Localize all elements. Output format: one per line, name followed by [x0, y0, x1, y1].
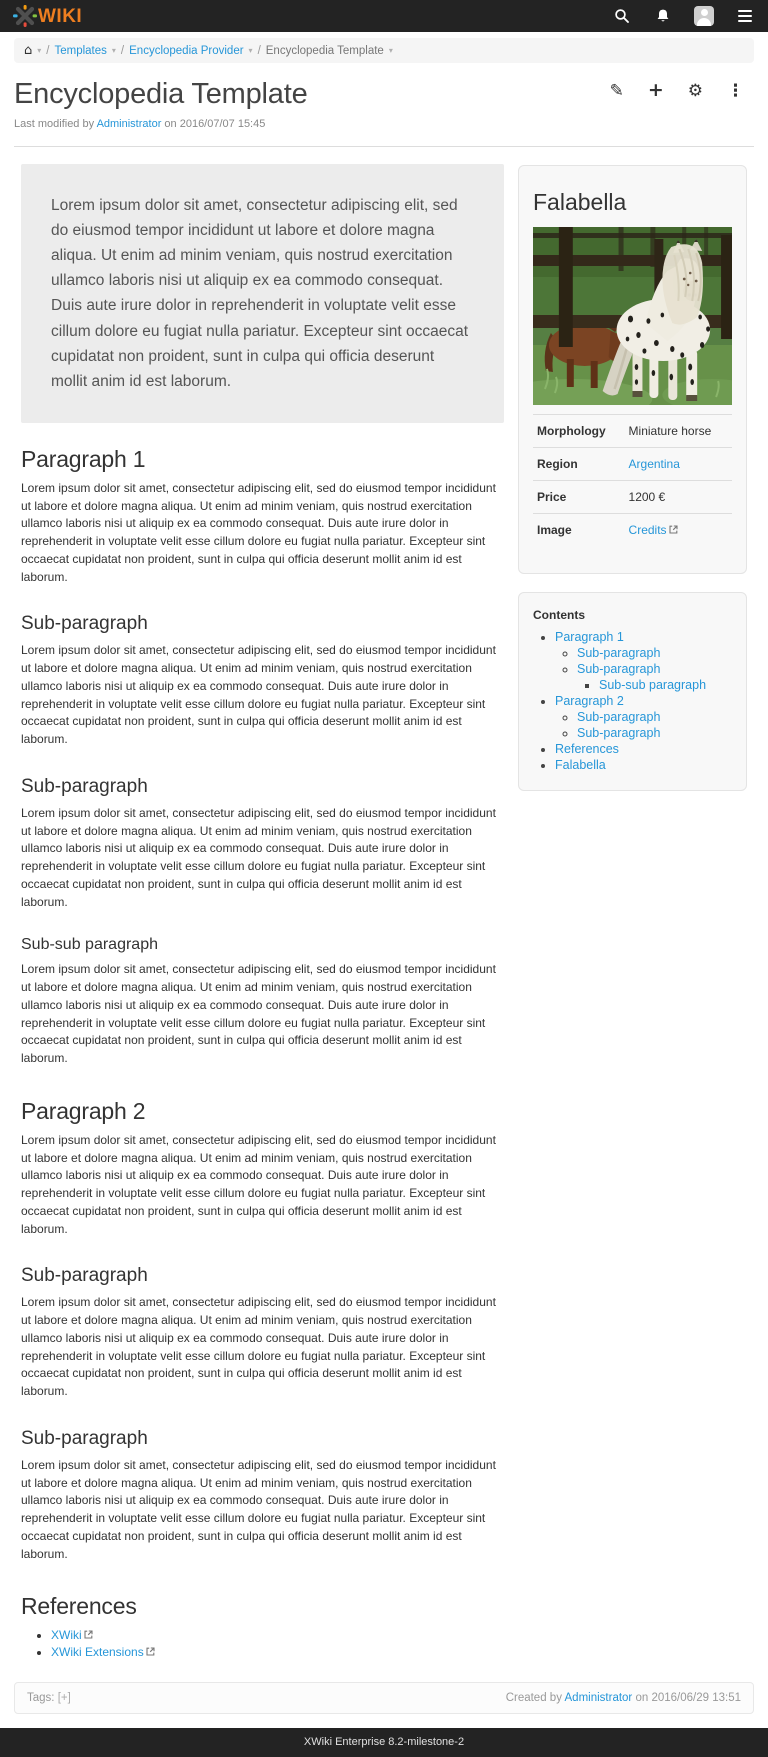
- section-paragraph: Lorem ipsum dolor sit amet, consectetur adipiscing elit, sed do eiusmod tempor incididunt ut labore et dolore magna aliqua. Ut enim ad minim veniam, quis nostrud exercitation ullamco laboris nisi ut aliquip ex ea commodo consequat. Duis aute irure dolor in reprehenderit in voluptate velit esse cillum dolore eu fugiat nulla pariatur. Excepteur sint occaecat cupidatat non proident, sunt in culpa qui officia deserunt mollit anim id est laborum.: [21, 480, 496, 584]
- section-heading: Sub-paragraph: [21, 1265, 148, 1287]
- infobox-row-label: Image: [537, 523, 572, 537]
- document-content: [21, 147, 504, 1662]
- toc-link-references[interactable]: References: [555, 742, 619, 756]
- infobox-row-label: Region: [537, 457, 578, 471]
- list-item: [577, 646, 732, 660]
- section-heading: Sub-paragraph: [21, 1427, 148, 1449]
- toc-link-sub-paragraph[interactable]: Sub-paragraph: [577, 662, 661, 676]
- page-title: Encyclopedia Template: [14, 78, 308, 110]
- list-item: [555, 630, 732, 692]
- references-list: [21, 1628, 504, 1659]
- image-credits-link[interactable]: Credits: [628, 523, 667, 537]
- top-navbar: [0, 0, 768, 32]
- search-icon[interactable]: [612, 6, 632, 26]
- section-heading: Paragraph 2: [21, 1097, 146, 1124]
- section-paragraph: Lorem ipsum dolor sit amet, consectetur adipiscing elit, sed do eiusmod tempor incididunt ut labore et dolore magna aliqua. Ut enim ad minim veniam, quis nostrud exercitation ullamco laboris nisi ut aliquip ex ea commodo consequat. Duis aute irure dolor in reprehenderit in voluptate velit esse cillum dolore eu fugiat nulla pariatur. Excepteur sint occaecat cupidatat non proident, sunt in culpa qui officia deserunt mollit anim id est laborum.: [21, 1132, 496, 1236]
- more-actions-icon[interactable]: ⋮: [727, 81, 744, 101]
- breadcrumb-separator: /: [257, 44, 261, 57]
- infobox-row-value: 1200 €: [628, 490, 666, 504]
- section-paragraph: Lorem ipsum dolor sit amet, consectetur adipiscing elit, sed do eiusmod tempor incididunt ut labore et dolore magna aliqua. Ut enim ad minim veniam, quis nostrud exercitation ullamco laboris nisi ut aliquip ex ea commodo consequat. Duis aute irure dolor in reprehenderit in voluptate velit esse cillum dolore eu fugiat nulla pariatur. Excepteur sint occaecat cupidatat non proident, sunt in culpa qui officia deserunt mollit anim id est laborum.: [21, 1457, 496, 1561]
- chevron-down-icon[interactable]: ▾: [111, 46, 116, 55]
- modified-prefix: Last modified by: [14, 118, 95, 130]
- external-link-icon: [669, 523, 678, 537]
- avatar-body-icon: [697, 18, 711, 26]
- infobox-row-label: Price: [537, 490, 567, 504]
- last-modified-line: [14, 118, 610, 130]
- falabella-horse-photo: [533, 227, 732, 405]
- toc-link-sub-paragraph[interactable]: Sub-paragraph: [577, 726, 661, 740]
- toc-link-sub-paragraph[interactable]: Sub-paragraph: [577, 646, 661, 660]
- app-version-text: XWiki Enterprise 8.2-milestone-2: [303, 1736, 465, 1749]
- add-tag-button[interactable]: [+]: [57, 1692, 71, 1705]
- created-user-link[interactable]: Administrator: [564, 1692, 633, 1705]
- user-avatar[interactable]: [694, 6, 714, 26]
- table-row: [533, 415, 732, 448]
- list-item: [599, 678, 732, 692]
- breadcrumb-separator: /: [120, 44, 125, 57]
- infobox-title: Falabella: [533, 189, 627, 215]
- section-paragraph: Lorem ipsum dolor sit amet, consectetur adipiscing elit, sed do eiusmod tempor incididunt ut labore et dolore magna aliqua. Ut enim ad minim veniam, quis nostrud exercitation ullamco laboris nisi ut aliquip ex ea commodo consequat. Duis aute irure dolor in reprehenderit in voluptate velit esse cillum dolore eu fugiat nulla pariatur. Excepteur sint occaecat cupidatat non proident, sunt in culpa qui officia deserunt mollit anim id est laborum.: [21, 643, 496, 747]
- section-heading: Sub-sub paragraph: [21, 936, 158, 954]
- list-item: [577, 726, 732, 740]
- add-plus-icon[interactable]: +: [647, 79, 664, 101]
- toc-title: Contents: [533, 608, 585, 622]
- created-line: [506, 1692, 741, 1704]
- lead-summary-box: Lorem ipsum dolor sit amet, consectetur adipiscing elit, sed do eiusmod tempor incididunt ut labore et dolore magna aliqua. Ut enim ad minim veniam, quis nostrud exercitation ullamco laboris nisi ut aliquip ex ea commodo consequat. Duis aute irure dolor in reprehenderit in voluptate velit esse cillum dolore eu fugiat nulla pariatur. Excepteur sint occaecat cupidatat non proident, sunt in culpa qui officia deserunt mollit anim id est laborum.: [21, 164, 504, 423]
- notifications-bell-icon[interactable]: [653, 6, 673, 26]
- list-item: [51, 1628, 504, 1642]
- toc-link-sub-paragraph[interactable]: Sub-paragraph: [577, 710, 661, 724]
- toc-link-sub-sub-paragraph[interactable]: Sub-sub paragraph: [599, 678, 707, 692]
- document-footer-bar: [14, 1682, 754, 1714]
- table-of-contents-panel: [518, 592, 747, 791]
- created-suffix: on 2016/06/29 13:51: [635, 1692, 741, 1705]
- xwiki-logo[interactable]: [13, 5, 82, 27]
- breadcrumb-current-page: Encyclopedia Template: [265, 44, 384, 57]
- toc-link-paragraph-1[interactable]: Paragraph 1: [555, 630, 624, 644]
- breadcrumb-link-templates[interactable]: Templates: [54, 44, 107, 57]
- external-link-icon: [84, 1628, 93, 1642]
- tags-label: Tags:: [27, 1692, 55, 1705]
- list-item: [577, 662, 732, 692]
- table-row: [533, 481, 732, 514]
- section-paragraph: Lorem ipsum dolor sit amet, consectetur adipiscing elit, sed do eiusmod tempor incididunt ut labore et dolore magna aliqua. Ut enim ad minim veniam, quis nostrud exercitation ullamco laboris nisi ut aliquip ex ea commodo consequat. Duis aute irure dolor in reprehenderit in voluptate velit esse cillum dolore eu fugiat nulla pariatur. Excepteur sint occaecat cupidatat non proident, sunt in culpa qui officia deserunt mollit anim id est laborum.: [21, 1295, 496, 1399]
- region-link[interactable]: Argentina: [628, 457, 680, 471]
- list-item: [577, 710, 732, 724]
- app-version-bar: [0, 1728, 768, 1757]
- infobox-table: [533, 414, 732, 546]
- modified-user-link[interactable]: Administrator: [96, 118, 162, 130]
- table-row: [533, 514, 732, 547]
- edit-pencil-icon[interactable]: ✎: [609, 81, 624, 101]
- avatar-head-icon: [701, 9, 708, 16]
- chevron-down-icon[interactable]: ▾: [388, 46, 393, 55]
- section-heading: Sub-paragraph: [21, 613, 148, 635]
- table-row: [533, 448, 732, 481]
- drawer-menu-icon[interactable]: [735, 6, 755, 26]
- modified-suffix: on 2016/07/07 15:45: [164, 118, 266, 130]
- breadcrumb-link-encyclopedia-provider[interactable]: Encyclopedia Provider: [129, 44, 244, 57]
- reference-link-xwiki[interactable]: XWiki: [51, 1628, 82, 1643]
- chevron-down-icon[interactable]: ▾: [248, 46, 253, 55]
- section-heading: Sub-paragraph: [21, 775, 148, 797]
- list-item: [555, 742, 732, 756]
- toc-link-falabella[interactable]: Falabella: [555, 758, 606, 772]
- breadcrumb-separator: /: [46, 44, 50, 57]
- infobox-row-value: Miniature horse: [628, 424, 712, 438]
- xwiki-logo-text: WIKI: [38, 5, 83, 27]
- reference-link-xwiki-extensions[interactable]: XWiki Extensions: [51, 1645, 144, 1660]
- breadcrumb: [14, 38, 754, 63]
- home-icon[interactable]: ⌂: [24, 43, 33, 58]
- section-paragraph: Lorem ipsum dolor sit amet, consectetur adipiscing elit, sed do eiusmod tempor incididunt ut labore et dolore magna aliqua. Ut enim ad minim veniam, quis nostrud exercitation ullamco laboris nisi ut aliquip ex ea commodo consequat. Duis aute irure dolor in reprehenderit in voluptate velit esse cillum dolore eu fugiat nulla pariatur. Excepteur sint occaecat cupidatat non proident, sunt in culpa qui officia deserunt mollit anim id est laborum.: [21, 962, 496, 1066]
- list-item: [51, 1645, 504, 1659]
- section-paragraph: Lorem ipsum dolor sit amet, consectetur adipiscing elit, sed do eiusmod tempor incididunt ut labore et dolore magna aliqua. Ut enim ad minim veniam, quis nostrud exercitation ullamco laboris nisi ut aliquip ex ea commodo consequat. Duis aute irure dolor in reprehenderit in voluptate velit esse cillum dolore eu fugiat nulla pariatur. Excepteur sint occaecat cupidatat non proident, sunt in culpa qui officia deserunt mollit anim id est laborum.: [21, 805, 496, 909]
- list-item: [555, 758, 732, 772]
- external-link-icon: [146, 1645, 155, 1659]
- references-heading: References: [21, 1593, 137, 1620]
- xwiki-logo-x-icon: [13, 5, 37, 27]
- settings-gear-icon[interactable]: ⚙: [687, 81, 703, 101]
- infobox-panel: [518, 165, 747, 574]
- created-prefix: Created by: [505, 1692, 562, 1705]
- section-heading: Paragraph 1: [21, 445, 146, 472]
- list-item: [555, 694, 732, 740]
- chevron-down-icon[interactable]: ▾: [37, 46, 42, 55]
- toc-link-paragraph-2[interactable]: Paragraph 2: [555, 694, 624, 708]
- infobox-row-label: Morphology: [537, 424, 606, 438]
- tags-area: [27, 1692, 71, 1704]
